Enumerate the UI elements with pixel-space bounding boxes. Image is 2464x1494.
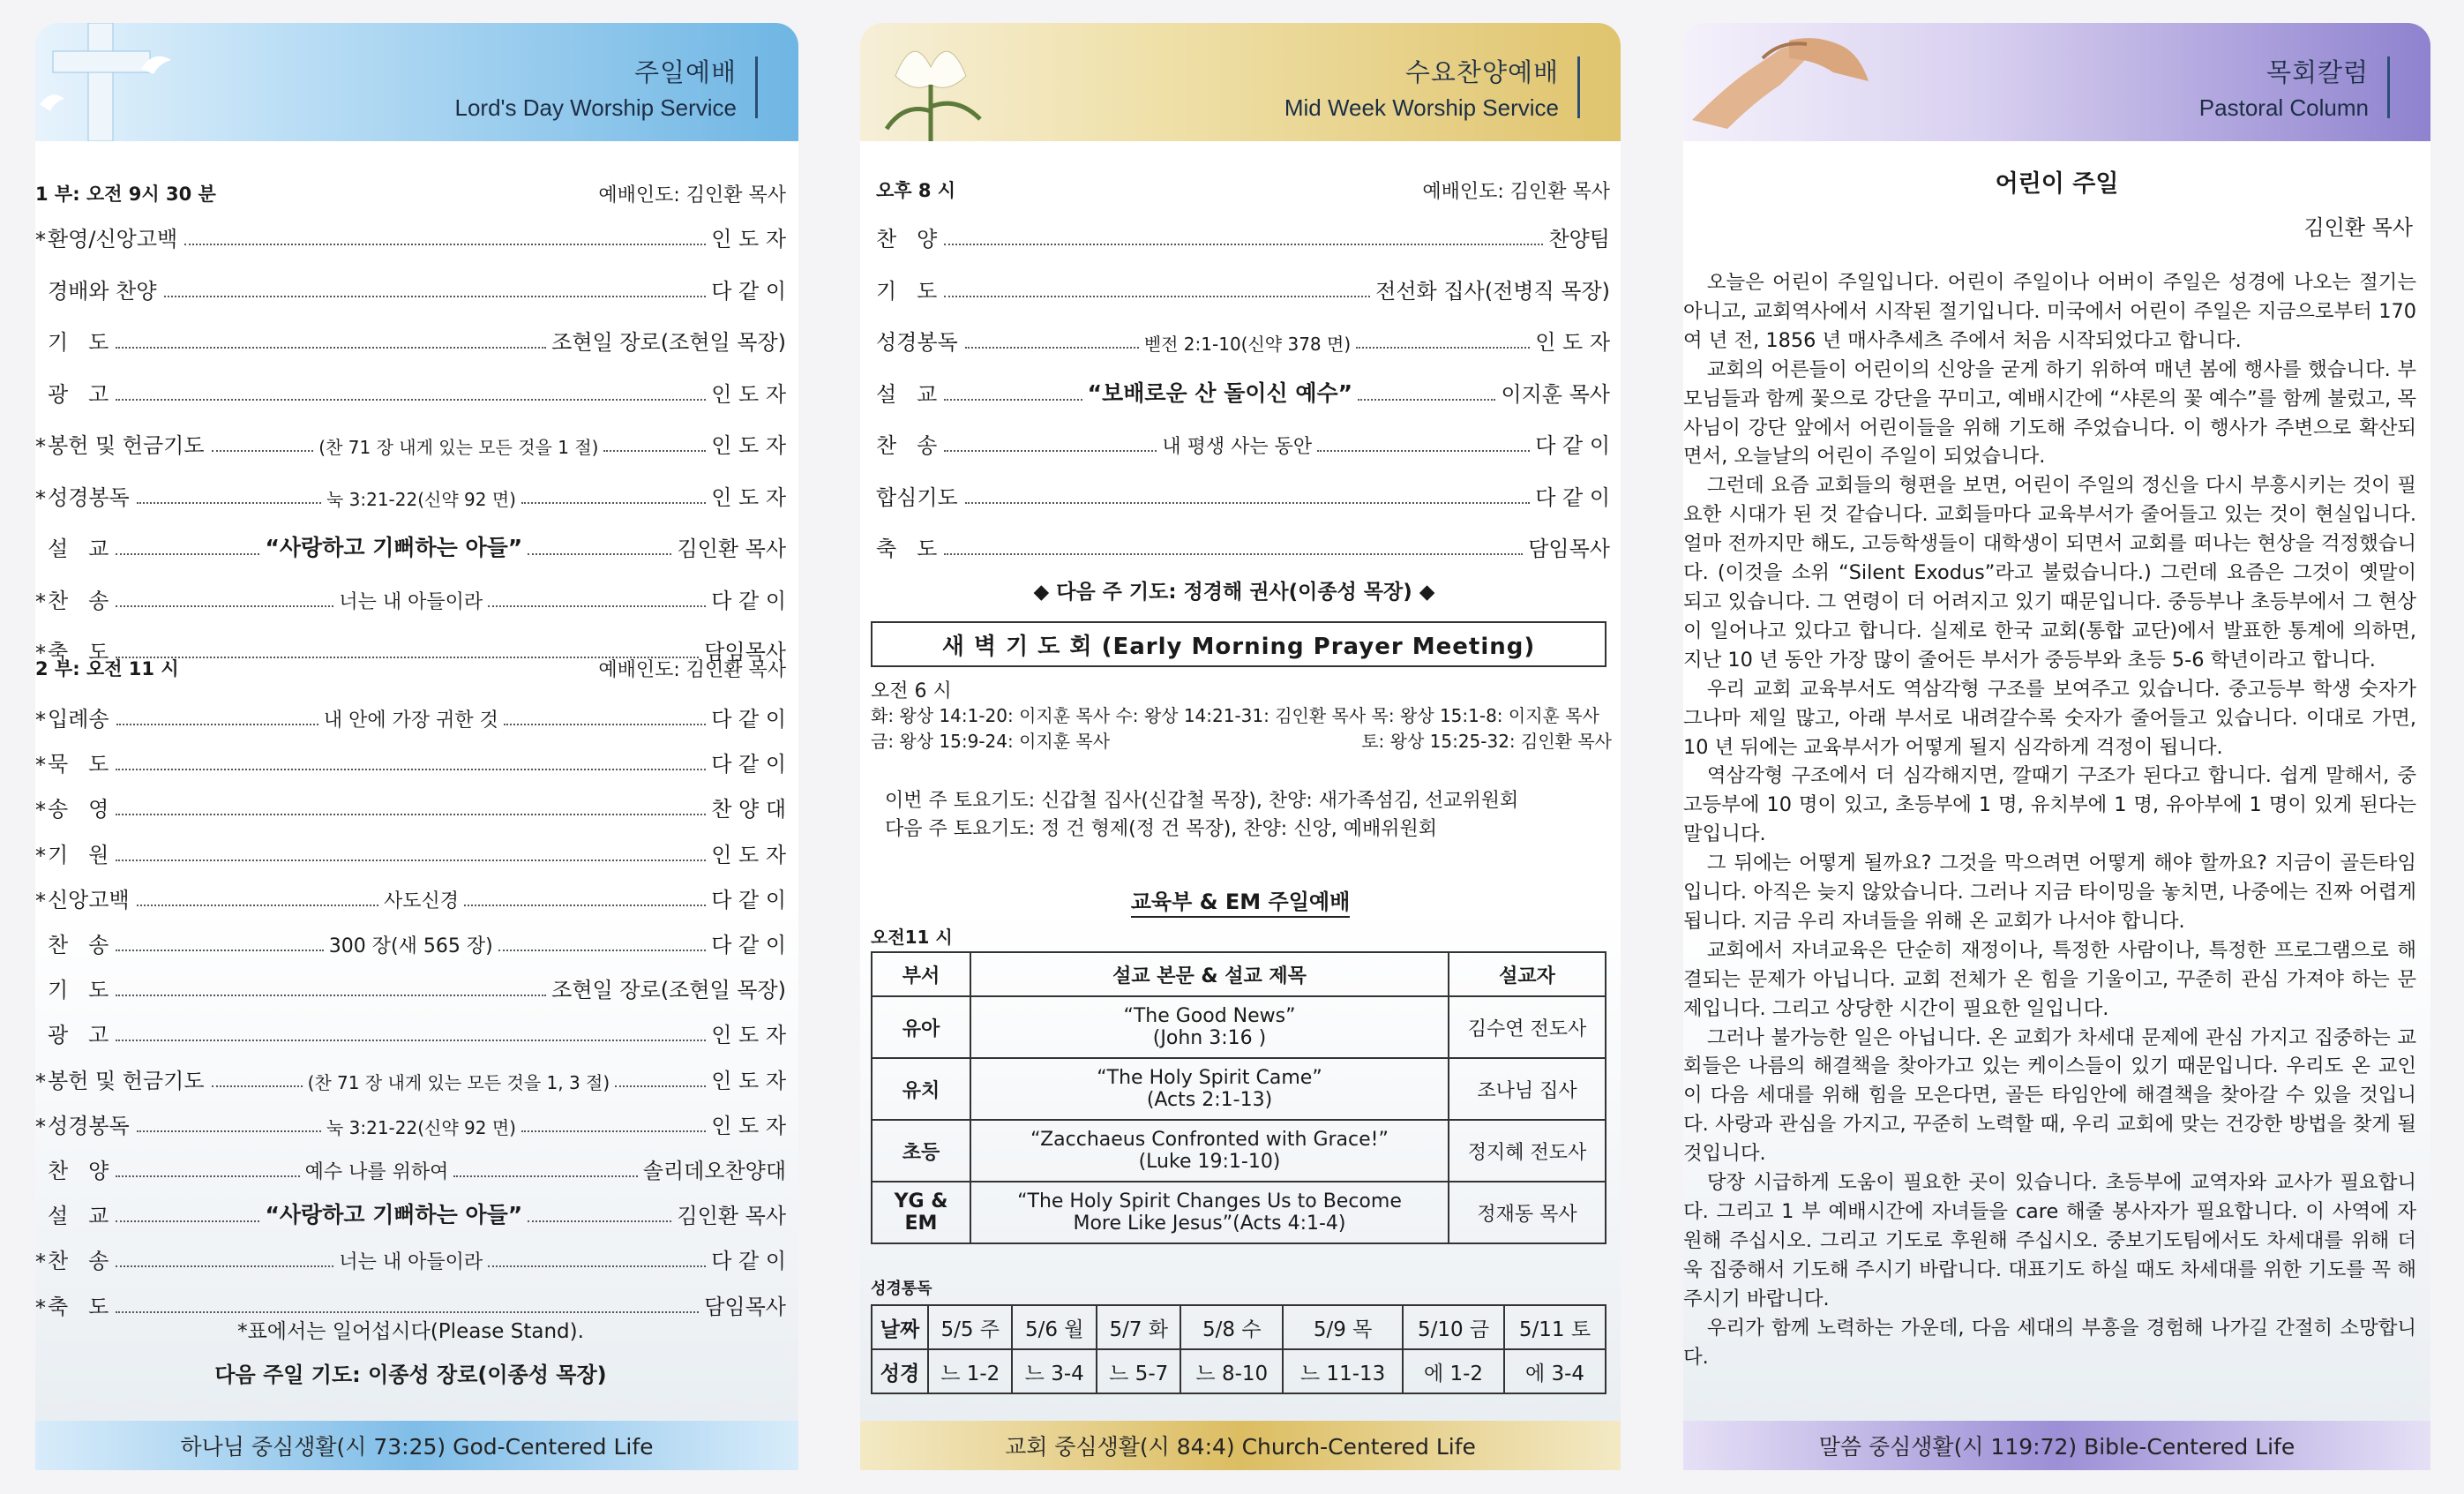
order-label: 광 고 — [48, 381, 109, 407]
order-person: 전선화 집사(전병직 목장) — [1375, 278, 1610, 304]
article-paragraph: 교회에서 자녀교육은 단순히 재정이나, 특정한 사람이나, 특정한 프로그램으로 해결되는 문제가 아닙니다. 교회 전체가 온 힘을 기울이고, 꾸준히 관심 가져야 하는 문제입니다. 그리고 상당한 시간이 필요한 일입니다. — [1683, 938, 2416, 1020]
education-speaker: 김수연 전도사 — [1449, 996, 1606, 1058]
education-row — [872, 1120, 1606, 1182]
morning-prayer-schedule-2 — [871, 727, 1612, 753]
order-label: 찬 송 — [48, 588, 109, 613]
education-time: 오전11 시 — [871, 927, 953, 948]
reading-date: 5/8 수 — [1180, 1305, 1283, 1349]
order-person: 다 같 이 — [1535, 433, 1611, 458]
stand-marker: * — [35, 708, 46, 732]
order-label: 봉헌 및 헌금기도 — [48, 1068, 205, 1093]
education-header-sermon: 설교 본문 & 설교 제목 — [970, 952, 1449, 996]
education-sermon — [970, 1058, 1449, 1120]
order-label: 축 도 — [876, 537, 938, 561]
article-author: 김인환 목사 — [2303, 215, 2413, 240]
order-label: 묵 도 — [48, 752, 109, 777]
order-person: 조현일 장로(조현일 목장) — [551, 330, 786, 355]
midweek-heading — [876, 176, 1610, 204]
order-row — [876, 269, 1610, 304]
article-paragraph: 오늘은 어린이 주일입니다. 어린이 주일이나 어버이 주일은 성경에 나오는 절기는 아니고, 교회역사에서 시작된 절기입니다. 미국에서 어린이 주일은 지금으로부터 170 여 년 전, 1856 년 매사추세츠 주에서 처음 시작되었다고 합니다. — [1683, 271, 2416, 352]
order-label: 축 도 — [48, 1294, 109, 1319]
sermon-reference: (John 3:16 ) — [1152, 1027, 1267, 1049]
order-label: 광 고 — [48, 1023, 109, 1048]
reading-book: 에 3-4 — [1504, 1349, 1606, 1393]
order-person: 다 같 이 — [711, 278, 786, 304]
cross-dove-icon — [35, 23, 185, 141]
pastoral-column-header — [1683, 23, 2430, 141]
article-paragraph: 그 뒤에는 어떻게 될까요? 그것을 막으려면 어떻게 해야 할까요? 지금이 골든타임입니다. 아직은 늦지 않았습니다. 그러나 지금 타이밍을 놓치면, 나중에는 진짜 어렵게 됩니다. 지금 우리 자녀들을 위해 온 교회가 나서야 합니다. — [1683, 852, 2416, 933]
midweek-time: 오후 8 시 — [876, 180, 956, 201]
order-row — [35, 372, 786, 408]
order-row — [35, 1239, 786, 1274]
order-label: 축 도 — [48, 640, 109, 664]
order-person: 인 도 자 — [711, 1113, 786, 1138]
order-person: 인 도 자 — [711, 433, 786, 458]
midweek-next-prayer: ◆ 다음 주 기도: 정경해 권사(이종성 목장) ◆ — [1033, 581, 1435, 604]
sermon-title: “Zacchaeus Confronted with Grace!” — [1030, 1129, 1389, 1151]
order-detail: 내 안에 가장 귀한 것 — [323, 709, 498, 732]
article-paragraph: 당장 시급하게 도움이 필요한 곳이 있습니다. 초등부에 교역자와 교사가 필요합니다. 그리고 1 부 예배시간에 자녀들을 care 해줄 봉사자가 필요합니다. 이 사역에 자원해 주십시오. 그리고 기도로 후원해 주십시오. 중보기도팀에서도 차세대를 위해 더욱 집중해서 기도해 주시기 바랍니다. 대표기도 하실 때도 차세대를 위한 기도를 꼭 해주시기 바랍니다. — [1683, 1171, 2416, 1310]
education-speaker: 정지혜 전도사 — [1449, 1120, 1606, 1182]
order-person: 솔리데오찬양대 — [642, 1159, 787, 1183]
order-person: 다 같 이 — [711, 752, 786, 777]
order-person: 인 도 자 — [711, 381, 786, 407]
sermon-reference: (Luke 19:1-10) — [1138, 1151, 1281, 1173]
education-dept: 유치 — [872, 1058, 970, 1120]
article-paragraph: 그러나 불가능한 일은 아닙니다. 온 교회가 차세대 문제에 관심 가지고 집중하는 교회들은 나름의 해결책을 찾아가고 있는 케이스들이 있기 때문입니다. 우리도 온 교인이 다음 세대를 위해 힘을 모은다면, 골든 타임안에 해결책을 찾아갈 수 있을 것입니다. 사랑과 관심을 가지고, 꾸준히 노력할 때, 우리 교회에 맞는 건강한 방법을 찾게 될 것입니다. — [1683, 1025, 2416, 1166]
order-row — [35, 1059, 786, 1094]
order-label: 기 원 — [48, 842, 109, 867]
header-title-ko: 수요찬양예배 — [1404, 59, 1559, 87]
order-person: 담임목사 — [1528, 537, 1610, 561]
education-sermon — [970, 1120, 1449, 1182]
pastoral-column-body — [1683, 141, 2430, 1421]
morning-prayer-fri: 금: 왕상 15:9-24: 이지훈 목사 — [871, 731, 1111, 752]
stand-marker: * — [35, 434, 46, 459]
reading-book: 느 11-13 — [1283, 1349, 1403, 1393]
reading-book: 느 5-7 — [1097, 1349, 1180, 1393]
pastoral-column — [1683, 23, 2430, 1470]
order-row — [35, 217, 786, 252]
order-person: 김인환 목사 — [677, 1204, 787, 1229]
midweek-worship-header — [860, 23, 1621, 141]
service1-leader: 예배인도: 김인환 목사 — [598, 184, 786, 206]
reading-date: 5/7 화 — [1097, 1305, 1180, 1349]
order-detail: “보배로운 산 돌이신 예수” — [1087, 379, 1353, 406]
education-table — [871, 951, 1606, 1244]
stand-marker: * — [35, 1250, 46, 1275]
order-person: 인 도 자 — [711, 1023, 786, 1048]
stand-note: *표에서는 일어섭시다(Please Stand). — [237, 1320, 584, 1343]
sermon-title: “The Holy Spirit Came” — [1097, 1067, 1322, 1089]
stand-marker: * — [35, 1114, 46, 1139]
article-paragraph: 우리 교회 교육부서도 역삼각형 구조를 보여주고 있습니다. 중고등부 학생 숫자가 그나마 제일 많고, 아래 부서로 내려갈수록 숫자가 줄어들고 있습니다. 이대로 가면, 10 년 뒤에는 교육부서가 어떻게 될지 심각하게 걱정이 됩니다. — [1683, 677, 2416, 759]
midweek-order-of-service — [860, 141, 1621, 1421]
order-person: 인 도 자 — [711, 1068, 786, 1093]
order-label: 환영/신앙고백 — [48, 227, 178, 252]
stand-marker: * — [35, 228, 46, 252]
order-label: 설 교 — [876, 381, 938, 407]
reading-dates-header: 날짜 — [872, 1305, 928, 1349]
stand-marker: * — [35, 641, 46, 665]
order-label: 설 교 — [48, 1204, 109, 1229]
order-row — [35, 742, 786, 777]
next-sunday-prayer: 다음 주일 기도: 이종성 장로(이종성 목장) — [214, 1363, 607, 1387]
reading-date: 5/10 금 — [1403, 1305, 1504, 1349]
order-detail: “사랑하고 기뻐하는 아들” — [265, 1202, 523, 1228]
education-header-dept: 부서 — [872, 952, 970, 996]
order-person: 다 같 이 — [711, 1249, 786, 1274]
order-row — [35, 1194, 786, 1229]
order-person: 다 같 이 — [711, 588, 786, 613]
education-dept: 유아 — [872, 996, 970, 1058]
article-text — [1683, 268, 2416, 1371]
order-row — [35, 1104, 786, 1139]
order-person: 찬 양 대 — [711, 797, 786, 822]
this-saturday-prayer: 이번 주 토요기도: 신갑철 집사(신갑철 목장), 찬양: 새가족섬김, 선교위원회 — [885, 790, 1519, 812]
lily-flower-icon — [860, 23, 1010, 141]
reading-book: 느 8-10 — [1180, 1349, 1283, 1393]
education-dept: 초등 — [872, 1120, 970, 1182]
order-person: 담임목사 — [704, 640, 786, 664]
order-row — [876, 476, 1610, 511]
reading-dates-row — [872, 1305, 1606, 1349]
reading-books-row — [872, 1349, 1606, 1393]
order-row — [876, 372, 1610, 408]
header-accent-bar — [1577, 56, 1580, 118]
footer-banner: 하나님 중심생활(시 73:25) God-Centered Life — [35, 1421, 798, 1470]
order-label: 합심기도 — [876, 484, 958, 510]
bible-reading-label: 성경통독 — [871, 1280, 932, 1298]
order-row — [35, 968, 786, 1003]
order-label: 입례송 — [48, 707, 109, 732]
order-row — [35, 320, 786, 356]
order-person: 다 같 이 — [1535, 484, 1610, 510]
sunday-order-of-service — [35, 141, 798, 1421]
order-detail: “사랑하고 기뻐하는 아들” — [265, 535, 523, 560]
stand-marker: * — [35, 485, 46, 511]
sermon-title: “The Holy Spirit Changes Us to Become — [1017, 1190, 1402, 1212]
education-title-text: 교육부 & EM 주일예배 — [1131, 890, 1351, 918]
order-detail: 눅 3:21-22(신약 92 면) — [326, 1116, 516, 1138]
order-label: 경배와 찬양 — [48, 278, 157, 304]
order-person: 조현일 장로(조현일 목장) — [551, 978, 786, 1003]
order-label: 송 영 — [48, 797, 109, 822]
order-label: 찬 송 — [48, 1249, 109, 1274]
order-row — [35, 787, 786, 822]
article-paragraph: 우리가 함께 노력하는 가운데, 다음 세대의 부흥을 경험해 나가길 간절히 소망합니다. — [1683, 1316, 2416, 1369]
next-saturday-prayer: 다음 주 토요기도: 정 건 형제(정 건 목장), 찬양: 신앙, 예배위원회 — [885, 818, 1437, 840]
stand-marker: * — [35, 589, 46, 614]
order-detail: 벧전 2:1-10(신약 378 면) — [1143, 334, 1352, 355]
order-label: 봉헌 및 헌금기도 — [48, 433, 205, 458]
header-title-ko: 주일예배 — [633, 59, 737, 87]
order-row — [35, 697, 786, 732]
midweek-leader: 예배인도: 김인환 목사 — [1422, 181, 1610, 203]
bible-reading-table — [871, 1304, 1606, 1394]
order-detail: (찬 71 장 내게 있는 모든 것을 1 절) — [318, 437, 599, 458]
stand-marker: * — [35, 798, 46, 823]
education-sermon — [970, 1182, 1449, 1243]
morning-prayer-sat: 토: 왕상 15:25-32: 김인환 목사 — [1361, 731, 1612, 752]
order-person: 다 같 이 — [711, 933, 786, 957]
order-person: 인 도 자 — [1535, 330, 1610, 355]
article-title: 어린이 주일 — [1995, 170, 2119, 198]
midweek-worship-column — [860, 23, 1621, 1470]
sermon-title: “The Good News” — [1123, 1005, 1296, 1027]
order-person: 찬양팀 — [1548, 227, 1610, 252]
header-accent-bar — [2387, 56, 2390, 118]
order-detail: 너는 내 아들이라 — [339, 1251, 483, 1274]
order-detail: 사도신경 — [383, 890, 459, 912]
order-row — [35, 527, 786, 562]
footer-banner: 교회 중심생활(시 84:4) Church-Centered Life — [860, 1421, 1621, 1470]
education-dept: YG & EM — [872, 1182, 970, 1243]
reading-date: 5/6 월 — [1012, 1305, 1096, 1349]
education-row — [872, 1058, 1606, 1120]
education-sermon — [970, 996, 1449, 1058]
order-person: 다 같 이 — [711, 887, 787, 912]
order-label: 찬 양 — [48, 1159, 109, 1183]
order-person: 인 도 자 — [711, 484, 786, 510]
order-row — [876, 217, 1610, 252]
joined-hands-icon — [1683, 23, 1877, 141]
order-person: 다 같 이 — [711, 707, 786, 732]
reading-book: 에 1-2 — [1403, 1349, 1504, 1393]
sunday-worship-header — [35, 23, 798, 141]
header-title-en: Mid Week Worship Service — [1284, 94, 1559, 121]
service1-time: 1 부: 오전 9시 30 분 — [35, 184, 216, 205]
order-label: 기 도 — [48, 978, 109, 1003]
footer-banner: 말씀 중심생활(시 119:72) Bible-Centered Life — [1683, 1421, 2430, 1470]
order-row — [35, 1149, 786, 1184]
education-speaker: 정재동 목사 — [1449, 1182, 1606, 1243]
order-row — [876, 424, 1610, 459]
education-speaker: 조나님 집사 — [1449, 1058, 1606, 1120]
reading-books-header: 성경 — [872, 1349, 928, 1393]
reading-date: 5/9 목 — [1283, 1305, 1403, 1349]
order-person: 인 도 자 — [711, 227, 786, 252]
header-title-en: Lord's Day Worship Service — [454, 94, 737, 121]
order-label: 설 교 — [48, 537, 109, 561]
reading-date: 5/11 토 — [1504, 1305, 1606, 1349]
reading-date: 5/5 주 — [928, 1305, 1012, 1349]
sermon-reference: More Like Jesus”(Acts 4:1-4) — [1073, 1212, 1346, 1235]
order-detail: (찬 71 장 내게 있는 모든 것을 1, 3 절) — [307, 1071, 610, 1093]
order-label: 성경봉독 — [48, 484, 130, 510]
order-person: 이지훈 목사 — [1501, 381, 1610, 407]
order-detail: 예수 나를 위하여 — [304, 1161, 449, 1183]
morning-prayer-schedule-1: 화: 왕상 14:1-20: 이지훈 목사 수: 왕상 14:21-31: 김인환 목사 목: 왕상 15:1-8: 이지훈 목사 — [871, 705, 1599, 726]
service2-heading — [35, 655, 786, 682]
reading-book: 느 1-2 — [928, 1349, 1012, 1393]
order-person: 인 도 자 — [711, 842, 786, 867]
education-header-speaker: 설교자 — [1449, 952, 1606, 996]
order-row — [35, 833, 786, 868]
order-label: 찬 양 — [876, 227, 938, 252]
education-table-header — [872, 952, 1606, 996]
stand-marker: * — [35, 843, 46, 868]
order-label: 찬 송 — [48, 933, 109, 957]
sermon-reference: (Acts 2:1-13) — [1146, 1089, 1273, 1111]
service2-time: 2 부: 오전 11 시 — [35, 658, 179, 679]
header-title-ko: 목회칼럼 — [2266, 59, 2369, 87]
order-person: 담임목사 — [704, 1294, 786, 1319]
order-row — [35, 579, 786, 614]
order-row — [876, 320, 1610, 356]
order-row — [876, 527, 1610, 562]
order-label: 성경봉독 — [48, 1113, 130, 1138]
order-label: 신앙고백 — [48, 887, 130, 912]
order-label: 기 도 — [876, 278, 938, 304]
reading-book: 느 3-4 — [1012, 1349, 1096, 1393]
order-row — [35, 1013, 786, 1048]
education-row — [872, 996, 1606, 1058]
article-paragraph: 교회의 어른들이 어린이의 신앙을 굳게 하기 위하여 매년 봄에 행사를 했습니다. 부모님들과 함께 꽃으로 강단을 꾸미고, 예배시간에 “샤론의 꽃 예수”를 함께 불렀고, 목사님이 강단 앞에서 어린이들을 위해 기도해 주었습니다. 이 행사가 주변으로 확산되면서, 오늘날의 어린이 주일이 되었습니다. — [1683, 357, 2417, 469]
morning-prayer-time: 오전 6 시 — [871, 680, 952, 702]
education-title — [860, 884, 1621, 915]
article-paragraph: 그런데 요즘 교회들의 형편을 보면, 어린이 주일의 정신을 다시 부흥시키는 것이 필요한 시대가 된 것 같습니다. 교회들마다 교육부서가 줄어들고 있는 것이 현실입니다. 얼마 전까지만 해도, 고등학생들이 대학생이 되면서 교회를 떠나는 현상을 걱정했습니다. (이것을 소위 “Silent Exodus”라고 불렀습니다.) 그런데 요즘은 그것이 옛말이 되고 있습니다. 그 연령이 더 어려지고 있기 때문입니다. 중등부나 초등부에서 그 현상이 일어나고 있다고 합니다. 실제로 한국 교회(통합 교단)에서 발표한 통계에 의하면, 지난 10 년 동안 가장 많이 줄어든 부서가 중등부와 초등 5-6 학년이라고 합니다. — [1683, 474, 2416, 672]
stand-marker: * — [35, 1295, 46, 1320]
order-detail: 눅 3:21-22(신약 92 면) — [326, 488, 516, 510]
article-paragraph: 역삼각형 구조에서 더 심각해지면, 깔때기 구조가 된다고 합니다. 쉽게 말해서, 중고등부에 10 명이 있고, 초등부에 1 명, 유치부에 1 명, 유아부에 1 명이 있게 된다는 말입니다. — [1683, 764, 2416, 846]
education-row — [872, 1182, 1606, 1243]
stand-marker: * — [35, 753, 46, 778]
order-label: 기 도 — [48, 330, 109, 355]
order-row — [35, 878, 786, 913]
order-label: 찬 송 — [876, 433, 938, 458]
order-label: 성경봉독 — [876, 330, 958, 355]
header-title-en: Pastoral Column — [2198, 94, 2369, 121]
order-detail: 너는 내 아들이라 — [339, 590, 483, 613]
order-detail: 내 평생 사는 동안 — [1162, 436, 1313, 458]
header-accent-bar — [755, 56, 758, 118]
order-row — [35, 923, 786, 958]
service1-heading — [35, 180, 786, 207]
morning-prayer-title: 새 벽 기 도 회 (Early Morning Prayer Meeting) — [871, 621, 1606, 667]
order-row — [35, 424, 786, 459]
stand-marker: * — [35, 888, 46, 913]
stand-marker: * — [35, 1069, 46, 1094]
service2-leader: 예배인도: 김인환 목사 — [598, 659, 786, 681]
sunday-worship-column — [35, 23, 798, 1470]
order-row — [35, 269, 786, 304]
order-person: 김인환 목사 — [677, 537, 787, 561]
order-detail: 300 장(새 565 장) — [328, 935, 493, 957]
order-row — [35, 476, 786, 511]
